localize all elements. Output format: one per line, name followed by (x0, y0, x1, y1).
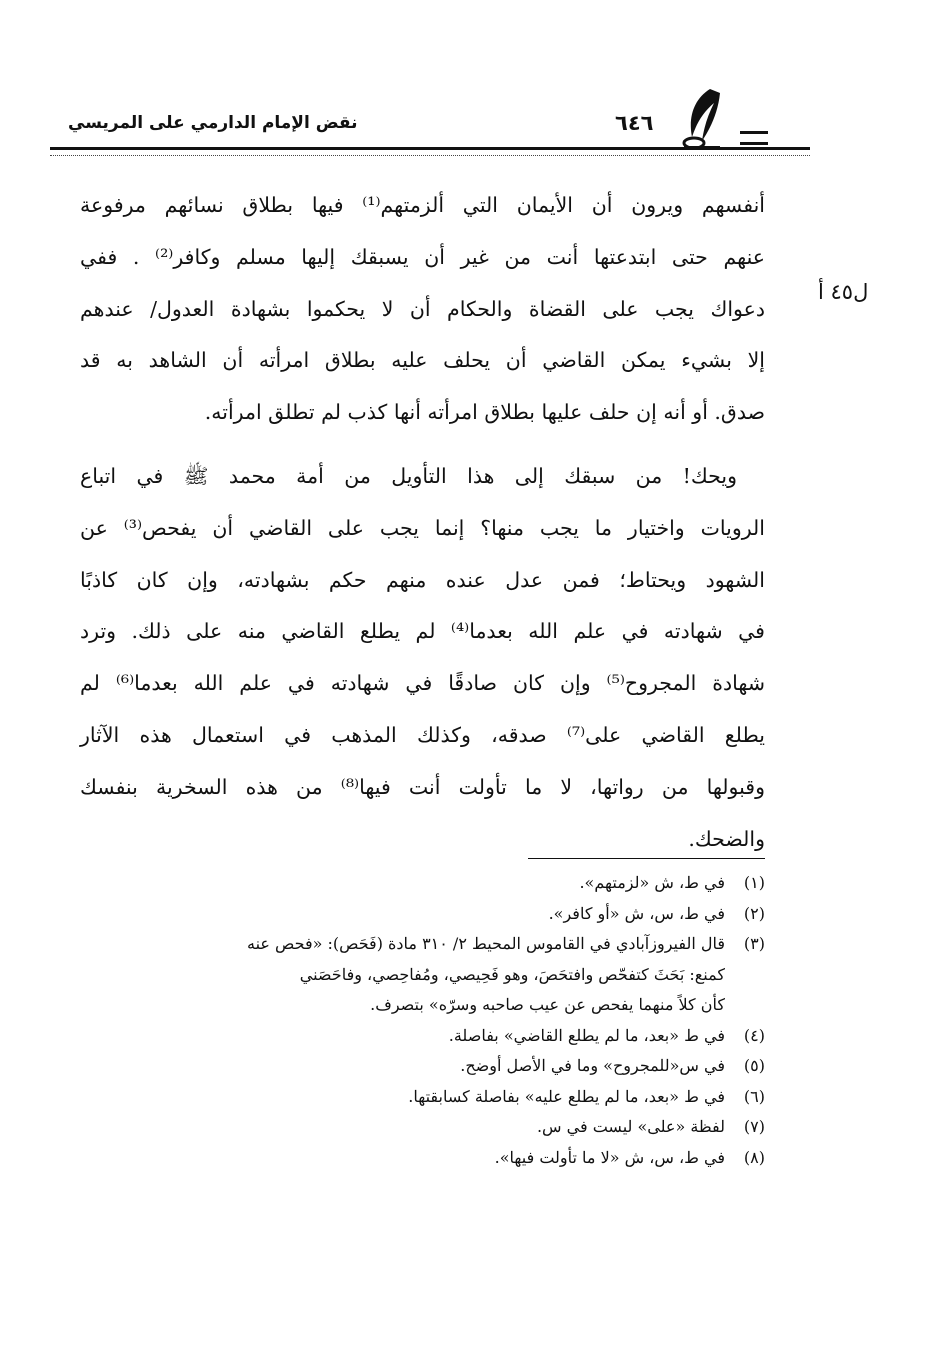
footnote (130, 899, 765, 930)
text-line: عنهم حتى ابتدعتها أنت من غير أن يسبقك إليها مسلم وكافر⁽²⁾ . ففي (80, 244, 765, 269)
footnote-text: في ط، س، ش «أو كافر». (548, 903, 725, 923)
header-corner-mark (740, 131, 768, 145)
text-line: في شهادته في علم الله بعدما⁽⁴⁾ لم يطلع القاضي منه على ذلك. وترد (80, 619, 765, 644)
footnote-number: (٥) (743, 1056, 765, 1075)
footnote-text: في س«للمجروح» وما في الأصل أوضح. (460, 1056, 725, 1075)
footnote-number: (٧) (743, 1117, 765, 1136)
page-number: ٦٤٦ (615, 111, 654, 135)
paragraph-1 (80, 180, 765, 439)
text-line: أنفسهم ويرون أن الأيمان التي ألزمتهم⁽¹⁾ فيها بطلاق نسائهم مرفوعة (80, 193, 765, 217)
footnote (130, 1112, 765, 1143)
text-line: إلا بشيء يمكن القاضي أن يحلف عليه بطلاق امرأته أن الشاهد به قد (80, 348, 765, 373)
footnote-text: في ط «بعد، ما لم يطلع عليه» بفاصلة كسابقتها. (408, 1086, 725, 1106)
footnote-continuation: كأن كلاً منهما يفحص عن عيب صاحبه وسرّه» بتصرف. (370, 995, 725, 1014)
footnotes (130, 868, 765, 1173)
footnote-continuation: كمنع: بَحَثَ كتفحّص وافتحَصَ، وهو فَحِيصي، ومُفاحِصي، وفاحَصَني (299, 964, 725, 984)
footnote-number: (١) (743, 873, 765, 892)
footnote-text: لفظة «على» ليست في س. (536, 1117, 725, 1136)
footnote-number: (٨) (743, 1147, 765, 1167)
paragraph-2 (80, 451, 765, 865)
footnote (130, 929, 765, 960)
footnote-text: في ط، ش «لزمتهم». (579, 873, 725, 892)
manuscript-folio-ref: ل٤٥ أ (818, 280, 869, 304)
footnote (130, 1082, 765, 1113)
text-line: الرويات واختيار ما يجب منها؟ إنما يجب على القاضي أن يفحص⁽³⁾ عن (80, 515, 765, 540)
quill-ornament-icon (680, 85, 726, 151)
header-rule (50, 147, 810, 156)
footnote-separator (528, 858, 765, 859)
footnote-number: (٤) (743, 1025, 765, 1045)
running-title: نقض الإمام الدارمي على المريسي (68, 113, 358, 133)
text-line: صدق. أو أنه إن حلف عليها بطلاق امرأته أنها كذب لم تطلق امرأته. (204, 400, 765, 425)
text-line: ويحك! من سبقك إلى هذا التأويل من أمة محمد ﷺ في اتباع (80, 463, 737, 488)
main-text (80, 180, 765, 865)
text-line: والضحك. (688, 826, 765, 851)
footnote (130, 868, 765, 899)
text-line: شهادة المجروح⁽⁵⁾ وإن كان صادقًا في شهادته في علم الله بعدما⁽⁶⁾ لم (80, 671, 765, 696)
text-line: وقبولها من رواتها، لا ما تأولت أنت فيها⁽⁸⁾ من هذه السخرية بنفسك (80, 774, 765, 799)
footnote (130, 1143, 765, 1174)
footnote-text: قال الفيروزآبادي في القاموس المحيط ٢/ ٣١٠ مادة (فَحَص): «فحص عنه (246, 934, 725, 953)
footnote-number: (٦) (743, 1086, 765, 1106)
footnote-number: (٢) (743, 903, 765, 923)
footnote (130, 1021, 765, 1052)
text-line: يطلع القاضي على⁽⁷⁾ صدقه، وكذلك المذهب في استعمال هذه الآثار (80, 722, 765, 747)
footnote-number: (٣) (743, 934, 765, 953)
text-line: دعواك يجب على القضاة والحكام أن لا يحكموا بشهادة العدول/ عندهم (80, 296, 765, 321)
page-header (40, 85, 870, 165)
footnote-text: في ط «بعد، ما لم يطلع القاضي» بفاصلة. (448, 1025, 725, 1045)
footnote-text: في ط، س، ش «لا ما تأولت فيها». (494, 1147, 725, 1167)
text-line: الشهود ويحتاط؛ فمن عدل عنده منهم حكم بشهادته، وإن كان كاذبًا (80, 567, 765, 592)
footnote (130, 1051, 765, 1082)
